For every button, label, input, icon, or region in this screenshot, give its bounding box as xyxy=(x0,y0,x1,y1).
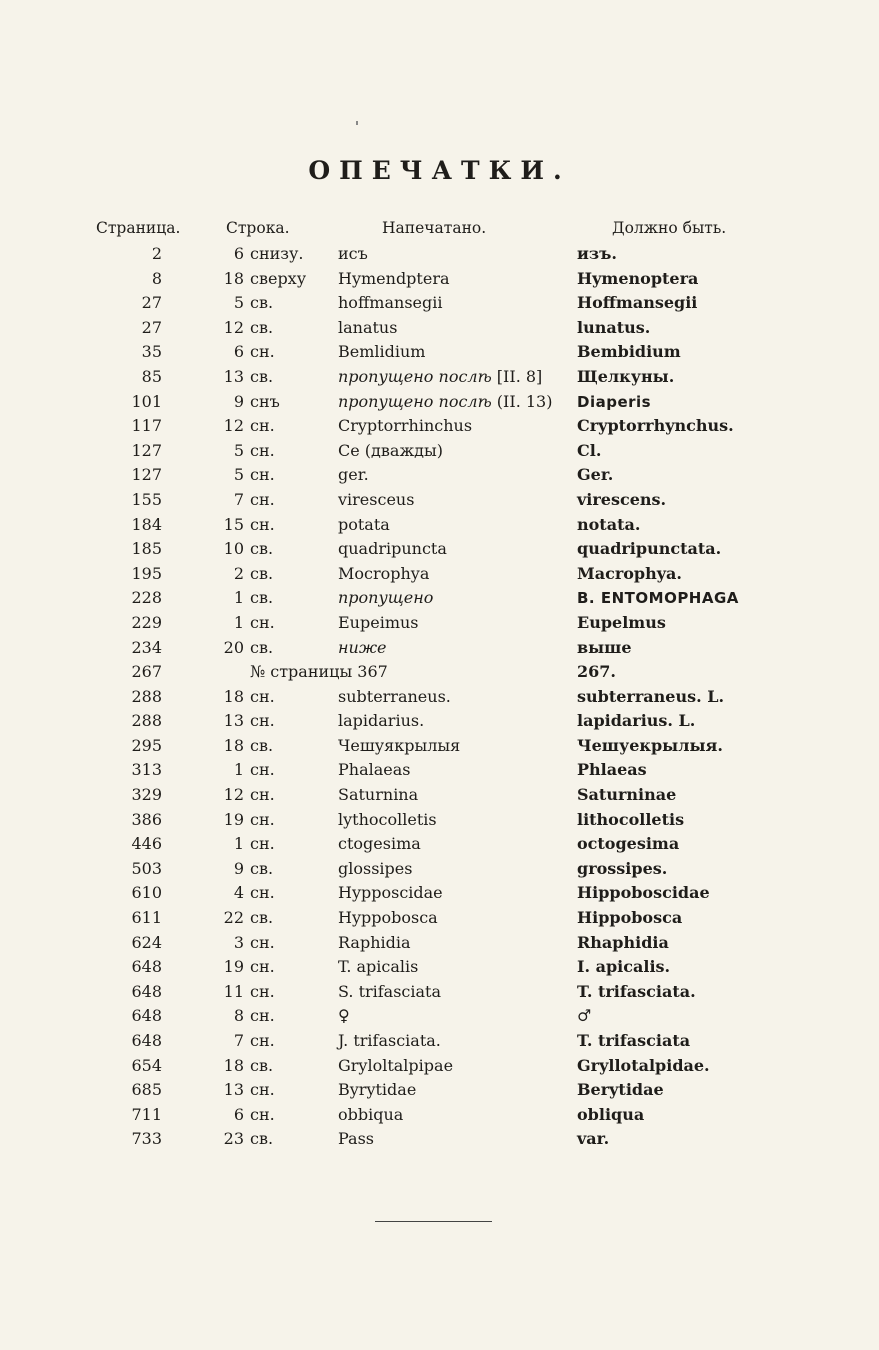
page-number: 267 xyxy=(131,662,162,682)
page-number: 610 xyxy=(131,883,162,903)
table-row xyxy=(0,1029,879,1054)
correct-text: quadripunctata. xyxy=(577,539,722,559)
line-number: 11 xyxy=(223,981,244,1001)
table-row xyxy=(0,955,879,980)
page-number: 8 xyxy=(151,268,162,288)
line-direction: сн. xyxy=(250,465,275,485)
correct-text: grossipes. xyxy=(577,858,668,878)
line-direction: св. xyxy=(250,1055,274,1075)
line-direction: св. xyxy=(250,588,274,608)
table-row xyxy=(0,783,879,808)
line-number: 20 xyxy=(223,637,244,657)
printed-text: potata xyxy=(338,514,390,534)
line-direction: сн. xyxy=(250,932,275,952)
line-number: 3 xyxy=(233,932,244,952)
page-number: 329 xyxy=(131,785,162,805)
correct-text: notata. xyxy=(577,514,641,534)
correct-text: 267. xyxy=(577,662,616,682)
printed-text: Bemlidium xyxy=(338,342,426,362)
line-number: 6 xyxy=(233,244,244,263)
correct-text: obliqua xyxy=(577,1104,645,1124)
line-direction: снъ xyxy=(250,391,280,411)
table-row xyxy=(0,267,879,292)
page-number: 117 xyxy=(131,416,162,436)
page-number: 648 xyxy=(131,1006,162,1026)
printed-text: Raphidia xyxy=(338,932,411,952)
line-number: 5 xyxy=(233,465,244,485)
line-ref xyxy=(214,365,334,390)
line-number: 18 xyxy=(223,268,244,288)
page-number: 611 xyxy=(131,908,162,928)
line-direction: сн. xyxy=(250,342,275,362)
page-number: 386 xyxy=(131,809,162,829)
correct-text: Hymenoptera xyxy=(577,268,699,288)
correct-text: Saturninae xyxy=(577,785,677,805)
page-number: 685 xyxy=(131,1080,162,1100)
correct-text: B. ENTOMOPHAGA xyxy=(577,589,739,608)
line-ref xyxy=(214,586,334,611)
printed-text: Чешуякрылыя xyxy=(338,735,461,755)
printed-text: hoffmansegii xyxy=(338,293,443,313)
header-page: Страница. xyxy=(96,219,181,237)
print-speck xyxy=(356,121,358,125)
table-body xyxy=(0,242,879,1152)
line-direction: сн. xyxy=(250,686,275,706)
line-ref xyxy=(214,685,334,710)
printed-text: ctogesima xyxy=(338,834,421,854)
correct-text: Щелкуны. xyxy=(577,366,675,386)
line-ref xyxy=(214,857,334,882)
table-row xyxy=(0,906,879,931)
line-direction: сн. xyxy=(250,834,275,854)
line-direction: сн. xyxy=(250,957,275,977)
table-row xyxy=(0,1127,879,1152)
line-ref xyxy=(214,734,334,759)
line-ref xyxy=(214,439,334,464)
table-row xyxy=(0,1078,879,1103)
line-direction: св. xyxy=(250,539,274,559)
printed-italic: ниже xyxy=(338,637,387,657)
printed-text: Ce (дважды) xyxy=(338,440,443,460)
printed-text: исъ xyxy=(338,244,368,263)
page-number: 234 xyxy=(131,637,162,657)
line-direction: сн. xyxy=(250,883,275,903)
line-number: 1 xyxy=(233,612,244,632)
line-ref xyxy=(214,636,334,661)
correct-text: virescens. xyxy=(577,489,667,509)
printed-text: Pass xyxy=(338,1129,375,1149)
table-row xyxy=(0,463,879,488)
header-line: Строка. xyxy=(226,219,290,237)
page-number: 624 xyxy=(131,932,162,952)
printed-text: Hymendptera xyxy=(338,268,450,288)
line-direction: св. xyxy=(250,908,274,928)
correct-text: lunatus. xyxy=(577,317,651,337)
line-direction: св. xyxy=(250,1129,274,1149)
line-number: 1 xyxy=(233,760,244,780)
line-direction: снизу. xyxy=(250,244,304,263)
printed-text: viresceus xyxy=(338,489,415,509)
line-number: 5 xyxy=(233,293,244,313)
line-ref xyxy=(214,611,334,636)
line-direction: сн. xyxy=(250,1080,275,1100)
page-title: ОПЕЧАТКИ. xyxy=(308,156,571,185)
table-row xyxy=(0,931,879,956)
page-number: 101 xyxy=(131,391,162,411)
correct-text: выше xyxy=(577,637,632,657)
correct-text: Bembidium xyxy=(577,342,681,362)
correct-text: изъ. xyxy=(577,244,617,263)
correct-text: ♂ xyxy=(577,1006,592,1026)
printed-text: lapidarius. xyxy=(338,711,425,731)
printed-text: Eupeimus xyxy=(338,612,419,632)
table-row xyxy=(0,513,879,538)
line-direction: сн. xyxy=(250,809,275,829)
table-row xyxy=(0,242,879,267)
line-direction: св. xyxy=(250,858,274,878)
line-number: 9 xyxy=(233,391,244,411)
line-ref xyxy=(214,955,334,980)
table-row xyxy=(0,562,879,587)
correct-text: Hoffmansegii xyxy=(577,293,698,313)
printed-text: quadripuncta xyxy=(338,539,447,559)
line-number: 12 xyxy=(223,785,244,805)
line-direction: сн. xyxy=(250,612,275,632)
line-number: 5 xyxy=(233,440,244,460)
page-number: 27 xyxy=(141,293,162,313)
table-row xyxy=(0,611,879,636)
line-direction: сн. xyxy=(250,981,275,1001)
line-direction: св. xyxy=(250,563,274,583)
line-direction: сн. xyxy=(250,711,275,731)
page-number: 229 xyxy=(131,612,162,632)
printed-text: Hypposcidae xyxy=(338,883,443,903)
table-row xyxy=(0,808,879,833)
printed-text: Cryptorrhinchus xyxy=(338,416,473,436)
line-number: 9 xyxy=(233,858,244,878)
printed-text: subterraneus. xyxy=(338,686,451,706)
line-number: 22 xyxy=(223,908,244,928)
line-number: 1 xyxy=(233,834,244,854)
correct-text: Hippobosca xyxy=(577,908,683,928)
correct-text: Phlaeas xyxy=(577,760,647,780)
printed-text: obbiqua xyxy=(338,1104,404,1124)
table-row xyxy=(0,537,879,562)
page-number: 711 xyxy=(131,1104,162,1124)
line-number: 13 xyxy=(223,366,244,386)
line-ref xyxy=(214,709,334,734)
line-direction: сн. xyxy=(250,1006,275,1026)
table-row xyxy=(0,980,879,1005)
line-ref xyxy=(214,1004,334,1029)
line-ref xyxy=(214,906,334,931)
line-number: 6 xyxy=(233,1104,244,1124)
line-ref xyxy=(214,1054,334,1079)
printed-italic: пропущено послѣ xyxy=(338,366,492,386)
printed-text: T. apicalis xyxy=(338,957,419,977)
correct-text: Gryllotalpidae. xyxy=(577,1055,710,1075)
line-ref xyxy=(214,931,334,956)
line-ref xyxy=(214,513,334,538)
correct-text: octogesima xyxy=(577,834,680,854)
correct-text: Cryptorrhynchus. xyxy=(577,416,734,436)
line-ref xyxy=(214,758,334,783)
closing-rule xyxy=(375,1221,492,1222)
table-row xyxy=(0,832,879,857)
page-number: 185 xyxy=(131,539,162,559)
header-should: Должно быть. xyxy=(612,219,727,237)
printed-text: Phalaeas xyxy=(338,760,411,780)
line-number: 12 xyxy=(223,416,244,436)
correct-text: I. apicalis. xyxy=(577,957,671,977)
line-number: 12 xyxy=(223,317,244,337)
table-row xyxy=(0,586,879,611)
correct-text: var. xyxy=(577,1129,610,1149)
printed-text: Hyppobosca xyxy=(338,908,438,928)
table-row xyxy=(0,685,879,710)
line-number: 23 xyxy=(223,1129,244,1149)
table-row xyxy=(0,414,879,439)
line-number: 7 xyxy=(233,1031,244,1050)
line-ref xyxy=(214,980,334,1005)
line-ref xyxy=(214,463,334,488)
printed-text: ger. xyxy=(338,465,369,485)
line-ref xyxy=(214,291,334,316)
line-number: 10 xyxy=(223,539,244,559)
line-number: 2 xyxy=(233,563,244,583)
line-direction: сверху xyxy=(250,268,307,288)
printed-text xyxy=(338,390,568,415)
table-row xyxy=(0,709,879,734)
correct-text: T. trifasciata xyxy=(577,1031,691,1050)
page-number: 127 xyxy=(131,440,162,460)
printed-text xyxy=(338,636,568,661)
printed-tail: [II. 8] xyxy=(491,366,543,386)
line-number: 18 xyxy=(223,735,244,755)
line-direction: сн. xyxy=(250,1031,275,1050)
line-ref xyxy=(214,267,334,292)
line-number: 7 xyxy=(233,489,244,509)
line-number: 13 xyxy=(223,711,244,731)
printed-text xyxy=(338,586,568,611)
page-number: 2 xyxy=(151,244,162,263)
printed-text: S. trifasciata xyxy=(338,981,442,1001)
page-number: 648 xyxy=(131,981,162,1001)
correct-text: T. trifasciata. xyxy=(577,981,696,1001)
correct-text: Eupelmus xyxy=(577,612,666,632)
printed-text: Byrytidae xyxy=(338,1080,417,1100)
correct-text: lithocolletis xyxy=(577,809,685,829)
page-number: 648 xyxy=(131,1031,162,1050)
page-number: 127 xyxy=(131,465,162,485)
printed-text: Saturnina xyxy=(338,785,419,805)
line-ref xyxy=(214,881,334,906)
correct-text: Rhaphidia xyxy=(577,932,669,952)
line-ref xyxy=(214,1029,334,1054)
correct-text: Berytidae xyxy=(577,1080,664,1100)
correct-text: lapidarius. L. xyxy=(577,711,696,731)
table-row xyxy=(0,881,879,906)
page-number: 733 xyxy=(131,1129,162,1149)
line-number: 8 xyxy=(233,1006,244,1026)
page-note: № страницы 367 xyxy=(250,662,388,682)
table-row xyxy=(0,857,879,882)
table-row xyxy=(0,488,879,513)
printed-italic: пропущено послѣ xyxy=(338,391,492,411)
printed-text: J. trifasciata. xyxy=(338,1031,441,1050)
line-number: 13 xyxy=(223,1080,244,1100)
page-number: 648 xyxy=(131,957,162,977)
table-row xyxy=(0,1004,879,1029)
line-ref xyxy=(214,390,334,415)
page-number: 184 xyxy=(131,514,162,534)
page-number: 288 xyxy=(131,686,162,706)
printed-tail: (II. 13) xyxy=(491,391,553,411)
table-row xyxy=(0,1054,879,1079)
page-number: 155 xyxy=(131,489,162,509)
table-row xyxy=(0,291,879,316)
line-direction: св. xyxy=(250,317,274,337)
page-number: 27 xyxy=(141,317,162,337)
table-row xyxy=(0,636,879,661)
printed-text: lythocolletis xyxy=(338,809,437,829)
errata-table xyxy=(0,216,879,1152)
header-printed: Напечатано. xyxy=(382,219,487,237)
printed-text: Gryloltalpipae xyxy=(338,1055,454,1075)
table-row xyxy=(0,390,879,415)
line-number: 18 xyxy=(223,1055,244,1075)
line-ref xyxy=(214,316,334,341)
printed-italic: пропущено xyxy=(338,588,434,608)
line-direction: св. xyxy=(250,366,274,386)
page-number: 195 xyxy=(131,563,162,583)
line-direction: св. xyxy=(250,293,274,313)
line-ref xyxy=(214,562,334,587)
line-ref xyxy=(214,414,334,439)
table-row xyxy=(0,1103,879,1128)
page-number: 295 xyxy=(131,735,162,755)
page-number: 654 xyxy=(131,1055,162,1075)
correct-text: Чешуекрылыя. xyxy=(577,735,723,755)
table-row xyxy=(0,316,879,341)
line-direction: сн. xyxy=(250,440,275,460)
printed-text xyxy=(338,365,568,390)
line-ref xyxy=(214,832,334,857)
page-number: 35 xyxy=(141,342,162,362)
line-number: 19 xyxy=(223,809,244,829)
line-ref xyxy=(214,537,334,562)
printed-text: glossipes xyxy=(338,858,413,878)
correct-text: Ger. xyxy=(577,465,614,485)
line-number: 6 xyxy=(233,342,244,362)
line-direction: сн. xyxy=(250,1104,275,1124)
table-row xyxy=(0,439,879,464)
line-ref xyxy=(214,340,334,365)
correct-text: Cl. xyxy=(577,440,602,460)
line-direction: сн. xyxy=(250,416,275,436)
line-direction: св. xyxy=(250,637,274,657)
line-ref xyxy=(214,242,334,267)
page-number: 288 xyxy=(131,711,162,731)
page-number: 503 xyxy=(131,858,162,878)
page-number: 446 xyxy=(131,834,162,854)
correct-text: subterraneus. L. xyxy=(577,686,725,706)
line-direction: св. xyxy=(250,735,274,755)
page-number: 313 xyxy=(131,760,162,780)
correct-text: Hippoboscidae xyxy=(577,883,710,903)
table-row xyxy=(0,734,879,759)
correct-text: Diaperis xyxy=(577,392,652,411)
printed-text: ♀ xyxy=(338,1006,350,1026)
page-number: 85 xyxy=(141,366,162,386)
line-number: 19 xyxy=(223,957,244,977)
line-number: 15 xyxy=(223,514,244,534)
line-number: 4 xyxy=(233,883,244,903)
line-number: 18 xyxy=(223,686,244,706)
line-ref xyxy=(214,783,334,808)
line-direction: сн. xyxy=(250,760,275,780)
table-header xyxy=(0,216,879,242)
line-direction: сн. xyxy=(250,785,275,805)
line-ref xyxy=(214,488,334,513)
printed-text: lanatus xyxy=(338,317,398,337)
line-ref xyxy=(214,1103,334,1128)
line-direction: сн. xyxy=(250,489,275,509)
table-row xyxy=(0,758,879,783)
table-row xyxy=(0,660,879,685)
page-number: 228 xyxy=(131,588,162,608)
correct-text: Macrophya. xyxy=(577,563,682,583)
line-number: 1 xyxy=(233,588,244,608)
table-row xyxy=(0,340,879,365)
table-row xyxy=(0,365,879,390)
line-ref xyxy=(214,808,334,833)
line-ref xyxy=(214,1078,334,1103)
line-direction: сн. xyxy=(250,514,275,534)
line-ref xyxy=(214,1127,334,1152)
printed-text: Mocrophya xyxy=(338,563,430,583)
